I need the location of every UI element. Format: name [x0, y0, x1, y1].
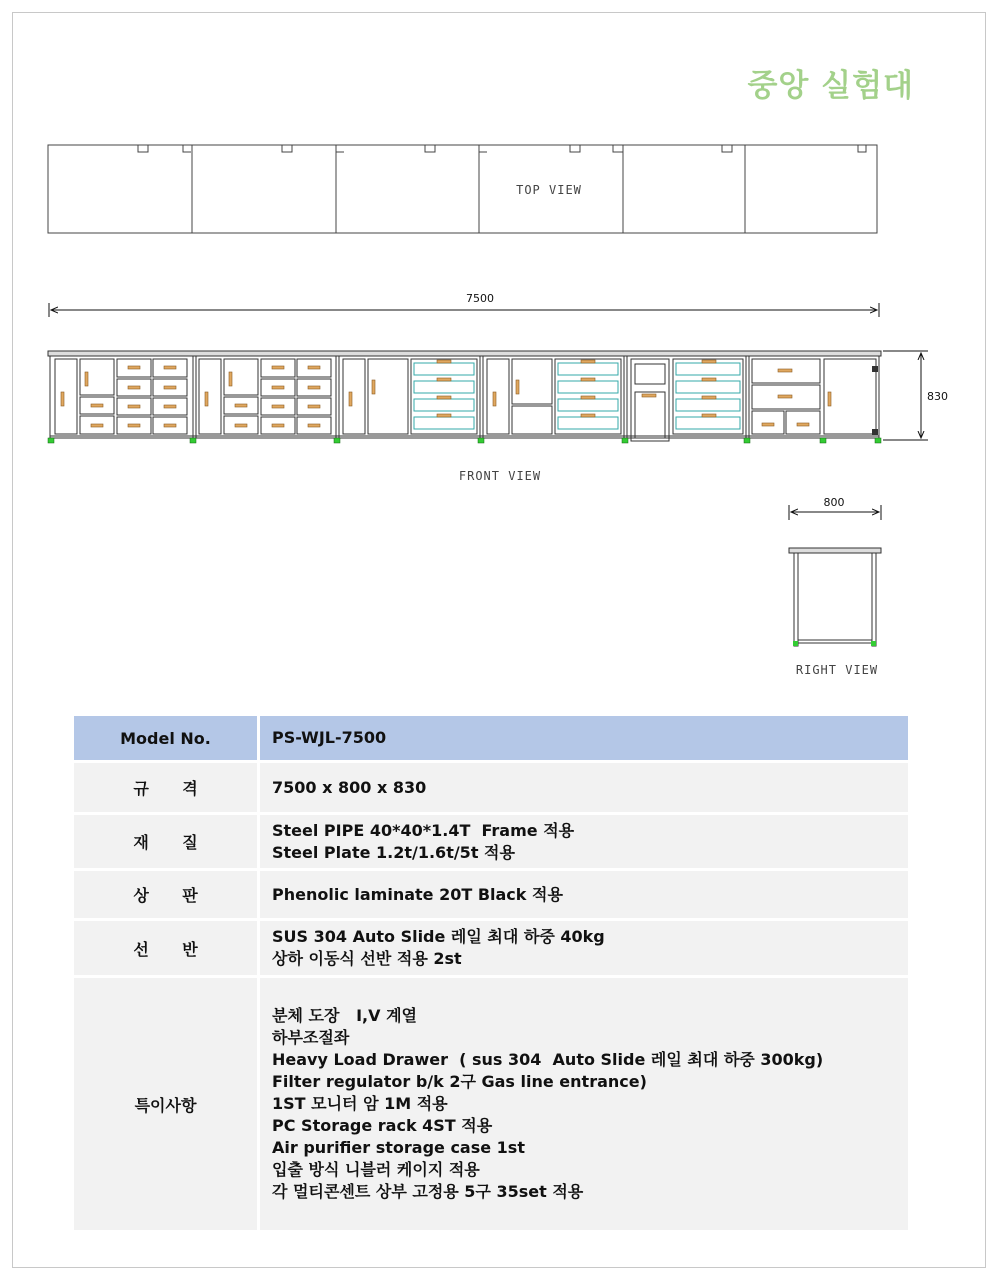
model-label: Model No.: [74, 716, 260, 763]
spec-value: SUS 304 Auto Slide 레일 최대 하중 40kg 상하 이동식 선반 적용 2st: [260, 921, 908, 978]
foot-marker: [871, 641, 876, 646]
spec-key: 선 반: [74, 921, 260, 978]
page-title: 중앙 실험대: [747, 68, 914, 104]
spec-row: [74, 871, 908, 921]
spec-value: Phenolic laminate 20T Black 적용: [260, 871, 908, 921]
right-view-label: RIGHT VIEW: [795, 663, 879, 677]
spec-key: 특이사항: [74, 978, 260, 1233]
spec-row: [74, 815, 908, 871]
hinge-marker: [872, 366, 878, 372]
height-dimension-text: 830: [927, 390, 948, 403]
spec-row: [74, 763, 908, 815]
depth-dimension-text: 800: [823, 496, 845, 509]
spec-table: [74, 716, 908, 1233]
model-value: PS-WJL-7500: [260, 716, 908, 763]
front-view: [48, 351, 881, 441]
spec-value: 7500 x 800 x 830: [260, 763, 908, 815]
spec-value: Steel PIPE 40*40*1.4T Frame 적용 Steel Plate 1.2t/1.6t/5t 적용: [260, 815, 908, 871]
foot-marker: [793, 641, 798, 646]
spec-row: [74, 978, 908, 1233]
spec-key: 규 격: [74, 763, 260, 815]
hinge-marker: [872, 429, 878, 435]
top-view-label: TOP VIEW: [516, 183, 582, 197]
width-dimension: [49, 303, 879, 317]
top-view: [48, 145, 877, 233]
spec-value: 분체 도장 I,V 계열 하부조절좌 Heavy Load Drawer ( sus 304 Auto Slide 레일 최대 하중 300kg) Filter regulator b/k 2구 Gas line entrance) 1ST 모니터 암 1M 적용 PC Storage rack 4ST 적용 Air purifier storage case 1st 입출 방식 니블러 케이지 적용 각 멀티콘센트 상부 고정용 5구 35set 적용: [260, 978, 908, 1233]
spec-header-row: [74, 716, 908, 763]
adjustable-feet: [48, 438, 881, 443]
spec-key: 재 질: [74, 815, 260, 871]
width-dimension-text: 7500: [466, 292, 494, 305]
spec-row: [74, 921, 908, 978]
spec-key: 상 판: [74, 871, 260, 921]
height-dimension: [883, 351, 928, 440]
front-view-label: FRONT VIEW: [458, 469, 542, 483]
right-view: [789, 548, 881, 646]
